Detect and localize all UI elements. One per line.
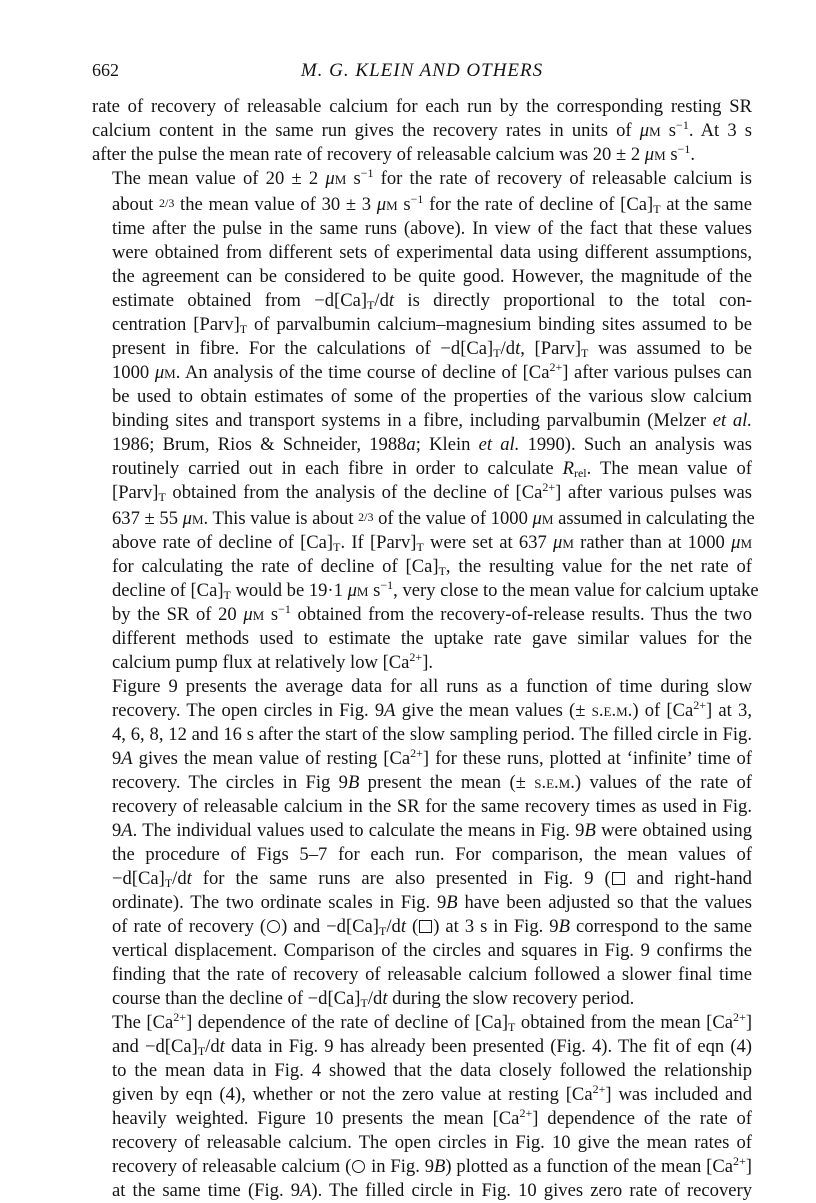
page-number: 662 <box>92 60 119 80</box>
paragraph-2: The mean value of 20 ± 2 μm $s^{-1}$ for the rate of recovery of releasable calcium is about 2/3 the mean value of 30 ± 3 μm $s^{-1}$ for the rate of decline of $[Ca]_T$ at the same time after the pulse in the same runs (above). In view of the fact that these values were obtained from different sets of experimental data using different assumptions, the agreement can be considered to be quite good. However, the magnitude of the estimate obtained from $-d[Ca]_T/dt$ is directly proportional to the total con- centration $[Parv]_T$ of parvalbumin calcium–magnesium binding sites assumed to be present in fibre. For the calculations of $-d[Ca]_T/dt$, $[Parv]_T$ was assumed to be 1000 μm. An analysis of the time course of decline of $[Ca^{2+}]$ after various pulses can be used to obtain estimates of some of the properties of the various slow calcium binding sites and transport systems in a fibre, including parvalbumin (Melzer et al. 1986; Brum, Rios & Schneider, 1988a; Klein et al. 1990). Such an analysis was routinely carried out in each fibre in order to calculate $R_{rel}$. The mean value of $[Parv]_T$ obtained from the analysis of the decline of $[Ca^{2+}]$ after various pulses was 637 ± 55 μm. This value is about 2/3 of the value of 1000 μm assumed in calculating the above rate of decline of $[Ca]_T$. If $[Parv]_T$ were set at 637 μm rather than at 1000 μm for calculating the rate of decline of $[Ca]_T$, the resulting value for the net rate of decline of $[Ca]_T$ would be 19·1 μm $s^{-1}$, very close to the mean value for calcium uptake by the SR of 20 μm $s^{-1}$ obtained from the recovery-of-release results. Thus the two different methods used to estimate the uptake rate gave similar values for the calcium pump flux at relatively low $[Ca^{2+}]$. <box>112 166 759 673</box>
open-circle-icon <box>352 1160 365 1173</box>
paragraph-1: rate of recovery of releasable calcium for each run by the corresponding resting SR calcium content in the same run gives the recovery rates in units of μm $s^{-1}$. At 3 s after the pulse the mean rate of recovery of releasable calcium was 20 ± 2 μm $s^{-1}$. <box>92 96 752 165</box>
open-circle-icon <box>267 920 280 933</box>
page-header <box>92 60 752 90</box>
running-head: M. G. KLEIN AND OTHERS <box>300 60 544 81</box>
open-square-icon <box>612 872 625 885</box>
paragraph-3: Figure 9 presents the average data for all runs as a function of time during slow recovery. The open circles in Fig. 9A give the mean values (± s.e.m.) of $[Ca^{2+}]$ at 3, 4, 6, 8, 12 and 16 s after the start of the slow sampling period. The filled circle in Fig. 9A gives the mean value of resting $[Ca^{2+}]$ for these runs, plotted at ‘infinite’ time of recovery. The circles in Fig 9B present the mean (± s.e.m.) values of the rate of recovery of releasable calcium in the SR for the same recovery times as used in Fig. 9A. The individual values used to calculate the means in Fig. 9B were obtained using the procedure of Figs 5–7 for each run. For comparison, the mean values of $-d[Ca]_T/dt$ for the same runs are also presented in Fig. 9 ( and right-hand ordinate). The two ordinate scales in Fig. 9B have been adjusted so that the values of rate of recovery ( ) and $-d[Ca]_T/dt$ ( ) at 3 s in Fig. 9B correspond to the same vertical displacement. Comparison of the circles and squares in Fig. 9 confirms the finding that the rate of recovery of releasable calcium followed a slower final time course than the decline of $-d[Ca]_T/dt$ during the slow recovery period. <box>112 676 752 1010</box>
paragraph-4: The $[Ca^{2+}]$ dependence of the rate of decline of $[Ca]_T$ obtained from the mean $[Ca^{2+}]$ and $-d[Ca]_T/dt$ data in Fig. 9 has already been presented (Fig. 4). The fit of eqn (4) to the mean data in Fig. 4 showed that the data closely followed the relationship given by eqn (4), whether or not the zero value at resting $[Ca^{2+}]$ was included and heavily weighted. Figure 10 presents the mean $[Ca^{2+}]$ dependence of the rate of recovery of releasable calcium. The open circles in Fig. 10 give the mean rates of recovery of releasable calcium ( in Fig. 9B) plotted as a function of the mean $[Ca^{2+}]$ at the same time (Fig. 9A). The filled circle in Fig. 10 gives zero rate of recovery <box>112 1010 753 1201</box>
open-square-icon <box>419 920 432 933</box>
body-text <box>92 95 759 1203</box>
